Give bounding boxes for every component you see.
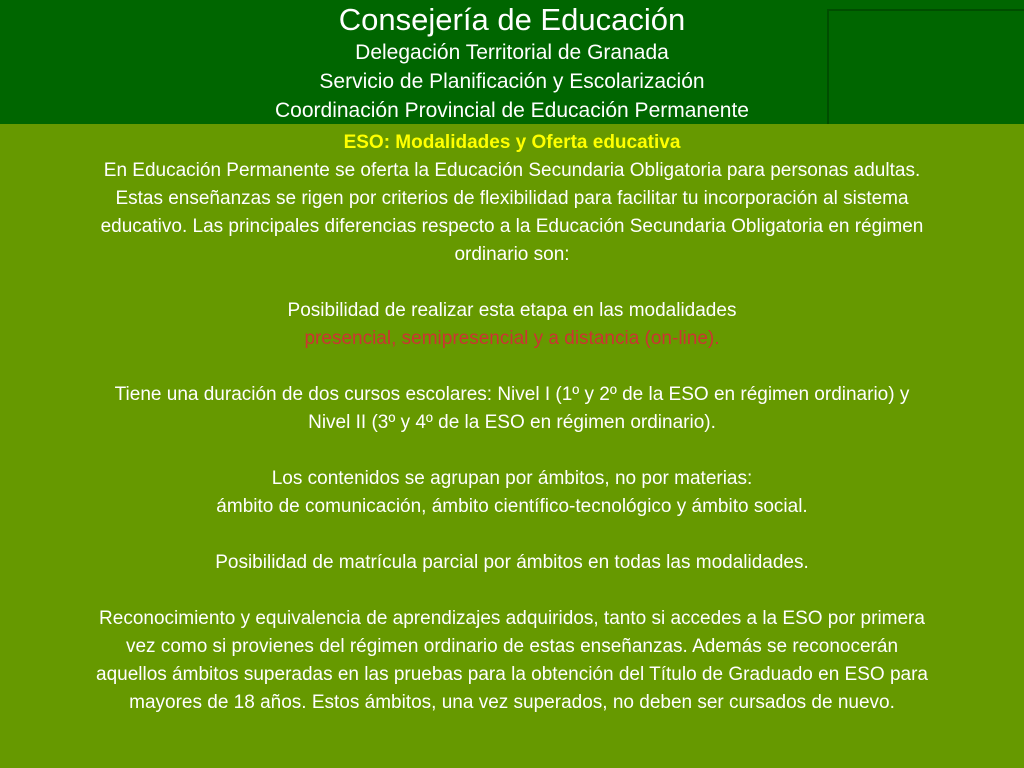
intro-line: ordinario son:	[454, 244, 570, 265]
reconocimiento-paragraph	[0, 605, 1024, 717]
reconocimiento-line: vez como si provienes del régimen ordinario de estas enseñanzas. Además se reconocerán	[125, 636, 899, 657]
ambitos-line: Los contenidos se agrupan por ámbitos, no por materias:	[271, 468, 753, 489]
intro-line: educativo. Las principales diferencias respecto a la Educación Secundaria Obligatoria en régimen	[100, 216, 924, 237]
duracion-paragraph	[0, 381, 1024, 437]
modalidades-highlight: presencial, semipresencial y a distancia (on-line).	[304, 328, 720, 349]
modalidades-line: Posibilidad de realizar esta etapa en las modalidades	[287, 300, 737, 321]
reconocimiento-line: mayores de 18 años. Estos ámbitos, una vez superados, no deben ser cursados de nuevo.	[129, 692, 895, 713]
reconocimiento-line: Reconocimiento y equivalencia de aprendizajes adquiridos, tanto si accedes a la ESO por primera	[99, 608, 925, 629]
duracion-line: Nivel II (3º y 4º de la ESO en régimen ordinario).	[308, 412, 716, 433]
body-content	[0, 129, 1024, 717]
modalidades-paragraph	[0, 297, 1024, 353]
header-line-coordinacion: Coordinación Provincial de Educación Permanente	[275, 99, 749, 122]
ambitos-paragraph	[0, 465, 1024, 521]
intro-line: En Educación Permanente se oferta la Educación Secundaria Obligatoria para personas adultas.	[103, 160, 921, 181]
header-logo-box	[827, 9, 1024, 124]
intro-paragraph	[0, 157, 1024, 269]
ambitos-line: ámbito de comunicación, ámbito científico-tecnológico y ámbito social.	[216, 496, 808, 517]
duracion-line: Tiene una duración de dos cursos escolares: Nivel I (1º y 2º de la ESO en régimen ordinario) y	[114, 384, 910, 405]
header-line-servicio: Servicio de Planificación y Escolarización	[319, 70, 705, 93]
header-line-delegacion: Delegación Territorial de Granada	[355, 41, 669, 64]
header-banner	[0, 0, 1024, 124]
intro-line: Estas enseñanzas se rigen por criterios de flexibilidad para facilitar tu incorporación al sistema	[115, 188, 909, 209]
section-title: ESO: Modalidades y Oferta educativa	[343, 132, 681, 153]
header-text	[200, 0, 824, 124]
header-title: Consejería de Educación	[338, 2, 686, 37]
matricula-paragraph: Posibilidad de matrícula parcial por ámbitos en todas las modalidades.	[215, 552, 809, 573]
reconocimiento-line: aquellos ámbitos superadas en las pruebas para la obtención del Título de Graduado en ESO para	[96, 664, 928, 685]
